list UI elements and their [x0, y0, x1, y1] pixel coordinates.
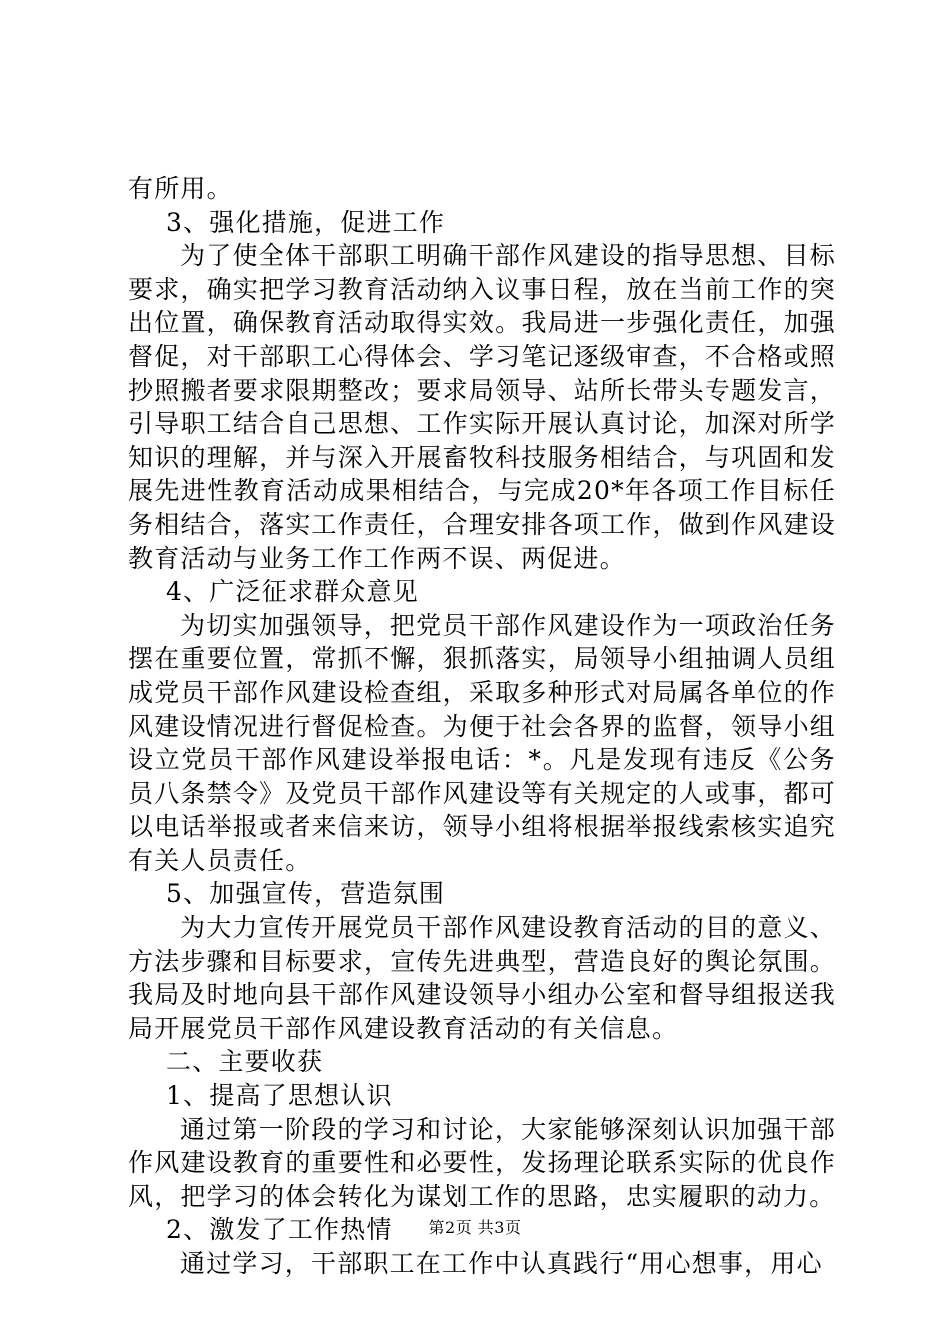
paragraph-publicity: 为大力宣传开展党员干部作风建设教育活动的目的意义、方法步骤和目标要求，宣传先进典型，营造良好的舆论氛围。我局及时地向县干部作风建设领导小组办公室和督导组报送我局开展党员干部作风建设教育活动的有关信息。 — [128, 913, 836, 1043]
paragraph-public-opinion: 为切实加强领导，把党员干部作风建设作为一项政治任务摆在重要位置，常抓不懈，狠抓落实，局领导小组抽调人员组成党员干部作风建设检查组，采取多种形式对局属各单位的作风建设情况进行督促检查。为便于社会各界的监督，领导小组设立党员干部作风建设举报电话：*。凡是发现有违反《公务员八条禁令》及党员干部作风建设等有关规定的人或事，都可以电话举报或者来信来访，领导小组将根据举报线索核实追究有关人员责任。 — [128, 610, 836, 875]
paragraph-continuation: 有所用。 — [128, 174, 233, 203]
section-heading-main-gains: 二、主要收获 — [166, 1047, 324, 1077]
page-number-label: 第2页 共3页 — [428, 1218, 522, 1237]
section-heading-3: 3、强化措施，促进工作 — [166, 207, 446, 237]
paragraph-enthusiasm: 通过学习，干部职工在工作中认真践行“用心想事，用心 — [180, 1249, 823, 1278]
section-heading-5: 5、加强宣传，营造氛围 — [166, 879, 446, 909]
section-heading-1: 1、提高了思想认识 — [166, 1081, 393, 1111]
document-body — [128, 172, 836, 1281]
section-heading-4: 4、广泛征求群众意见 — [166, 577, 419, 607]
paragraph-measures: 为了使全体干部职工明确干部作风建设的指导思想、目标要求，确实把学习教育活动纳入议事日程，放在当前工作的突出位置，确保教育活动取得实效。我局进一步强化责任，加强督促，对干部职工心得体会、学习笔记逐级审查，不合格或照抄照搬者要求限期整改；要求局领导、站所长带头专题发言，引导职工结合自己思想、工作实际开展认真讨论，加深对所学知识的理解，并与深入开展畜牧科技服务相结合，与巩固和发展先进性教育活动成果相结合，与完成20*年各项工作目标任务相结合，落实工作责任，合理安排各项工作，做到作风建设教育活动与业务工作工作两不误、两促进。 — [128, 241, 836, 573]
section-heading-2: 2、激发了工作热情 — [166, 1215, 393, 1245]
paragraph-awareness: 通过第一阶段的学习和讨论，大家能够深刻认识加强干部作风建设教育的重要性和必要性，发扬理论联系实际的优良作风，把学习的体会转化为谋划工作的思路，忠实履职的动力。 — [128, 1114, 836, 1211]
page-footer — [0, 1215, 950, 1238]
